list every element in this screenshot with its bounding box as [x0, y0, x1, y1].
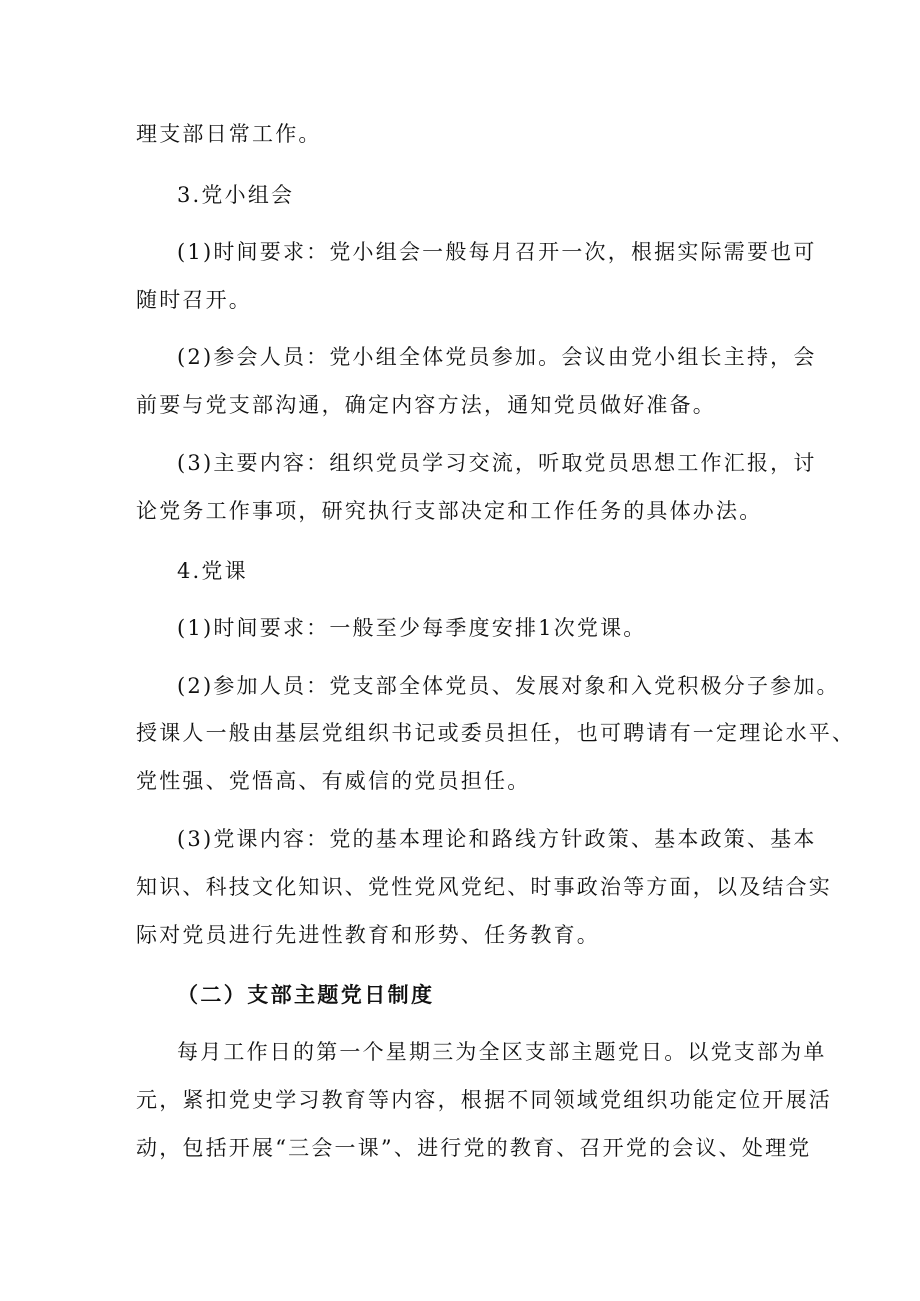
paragraph-line: 元，紧扣党史学习教育等内容，根据不同领域党组织功能定位开展活	[136, 1088, 832, 1112]
paragraph-line: 前要与党支部沟通，确定内容方法，通知党员做好准备。	[136, 393, 716, 417]
paragraph-line: (1)时间要求：一般至少每季度安排1次党课。	[177, 616, 647, 640]
paragraph-line: 每月工作日的第一个星期三为全区支部主题党日。以党支部为单	[177, 1040, 827, 1064]
subsection-heading: （二）支部主题党日制度	[177, 982, 435, 1007]
paragraph-line: (3)主要内容：组织党员学习交流，听取党员思想工作汇报，讨	[177, 451, 817, 475]
paragraph-line: (1)时间要求：党小组会一般每月召开一次，根据实际需要也可	[177, 240, 817, 264]
section-heading: 4.党课	[177, 559, 248, 583]
paragraph-line: (3)党课内容：党的基本理论和路线方针政策、基本政策、基本	[177, 827, 817, 851]
section-heading: 3.党小组会	[177, 183, 295, 207]
paragraph-line: 党性强、党悟高、有威信的党员担任。	[136, 769, 531, 793]
paragraph-line: 论党务工作事项，研究执行支部决定和工作任务的具体办法。	[136, 499, 763, 523]
paragraph-line: (2)参加人员：党支部全体党员、发展对象和入党积极分子参加。	[177, 674, 840, 698]
paragraph-line: 随时召开。	[136, 288, 252, 312]
paragraph-line: 理支部日常工作。	[136, 122, 322, 146]
paragraph-line: 际对党员进行先进性教育和形势、任务教育。	[136, 923, 600, 947]
paragraph-line: 动，包括开展“三会一课”、进行党的教育、召开党的会议、处理党	[136, 1136, 812, 1160]
paragraph-line: (2)参会人员：党小组全体党员参加。会议由党小组长主持，会	[177, 345, 817, 369]
paragraph-line: 授课人一般由基层党组织书记或委员担任，也可聘请有一定理论水平、	[136, 721, 856, 745]
paragraph-line: 知识、科技文化知识、党性党风党纪、时事政治等方面，以及结合实	[136, 875, 832, 899]
